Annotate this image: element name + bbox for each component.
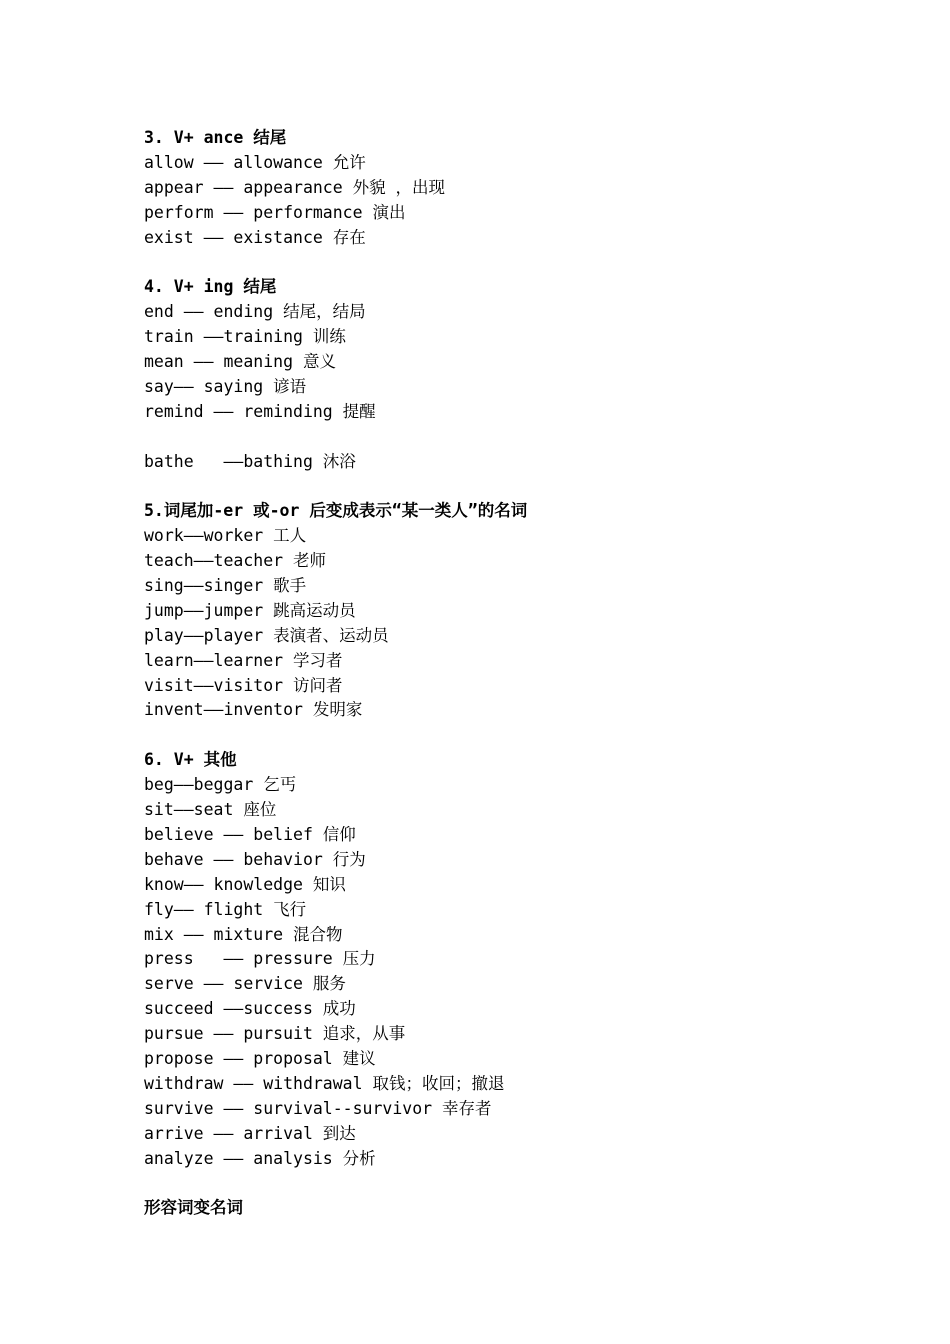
section-heading-6: 6. V+ 其他 bbox=[144, 750, 237, 770]
word-pair-line: survive —— survival--survivor 幸存者 bbox=[144, 1098, 492, 1118]
blank-line bbox=[144, 1171, 904, 1196]
word-pair-line: end —— ending 结尾，结局 bbox=[144, 302, 366, 322]
word-pair-line: withdraw —— withdrawal 取钱；收回；撤退 bbox=[144, 1073, 505, 1093]
word-pair-line: bathe ——bathing 沐浴 bbox=[144, 451, 356, 471]
document-page bbox=[144, 126, 904, 1221]
word-pair-line: analyze —— analysis 分析 bbox=[144, 1148, 376, 1168]
word-pair-line: press —— pressure 压力 bbox=[144, 949, 376, 969]
section-heading-3: 3. V+ ance 结尾 bbox=[144, 128, 287, 147]
word-pair-line: jump——jumper 跳高运动员 bbox=[144, 600, 356, 620]
section-heading-5: 5.词尾加-er 或-or 后变成表示“某一类人”的名词 bbox=[144, 501, 528, 521]
word-pair-line: allow —— allowance 允许 bbox=[144, 152, 366, 172]
section-heading-adjective-to-noun: 形容词变名词 bbox=[144, 1198, 243, 1218]
word-pair-line: perform —— performance 演出 bbox=[144, 202, 406, 222]
blank-line bbox=[144, 474, 904, 499]
word-pair-line: sit——seat 座位 bbox=[144, 800, 277, 820]
word-pair-line: serve —— service 服务 bbox=[144, 974, 346, 994]
word-pair-line: arrive —— arrival 到达 bbox=[144, 1123, 356, 1143]
word-pair-line: believe —— belief 信仰 bbox=[144, 824, 356, 844]
word-pair-line: work——worker 工人 bbox=[144, 526, 307, 546]
blank-line bbox=[144, 250, 904, 275]
word-pair-line: beg——beggar 乞丐 bbox=[144, 775, 297, 795]
word-pair-line: exist —— existance 存在 bbox=[144, 227, 366, 247]
blank-line bbox=[144, 425, 904, 450]
word-pair-line: sing——singer 歌手 bbox=[144, 576, 307, 596]
word-pair-line: train ——training 训练 bbox=[144, 327, 346, 347]
word-pair-line: mix —— mixture 混合物 bbox=[144, 924, 343, 944]
word-pair-line: learn——learner 学习者 bbox=[144, 650, 343, 670]
word-pair-line: propose —— proposal 建议 bbox=[144, 1048, 376, 1068]
word-pair-line: behave —— behavior 行为 bbox=[144, 849, 366, 869]
word-pair-line: mean —— meaning 意义 bbox=[144, 352, 336, 372]
word-pair-line: teach——teacher 老师 bbox=[144, 551, 327, 571]
word-pair-line: invent——inventor 发明家 bbox=[144, 700, 363, 720]
section-heading-4: 4. V+ ing 结尾 bbox=[144, 277, 277, 297]
word-pair-line: know—— knowledge 知识 bbox=[144, 874, 346, 894]
word-pair-line: play——player 表演者、运动员 bbox=[144, 625, 389, 645]
word-pair-line: pursue —— pursuit 追求，从事 bbox=[144, 1024, 406, 1044]
word-pair-line: succeed ——success 成功 bbox=[144, 999, 356, 1019]
word-pair-line: remind —— reminding 提醒 bbox=[144, 401, 376, 421]
word-pair-line: appear —— appearance 外貌 ，出现 bbox=[144, 177, 446, 197]
word-pair-line: fly—— flight 飞行 bbox=[144, 899, 307, 919]
blank-line bbox=[144, 723, 904, 748]
word-pair-line: visit——visitor 访问者 bbox=[144, 675, 343, 695]
word-pair-line: say—— saying 谚语 bbox=[144, 376, 307, 396]
